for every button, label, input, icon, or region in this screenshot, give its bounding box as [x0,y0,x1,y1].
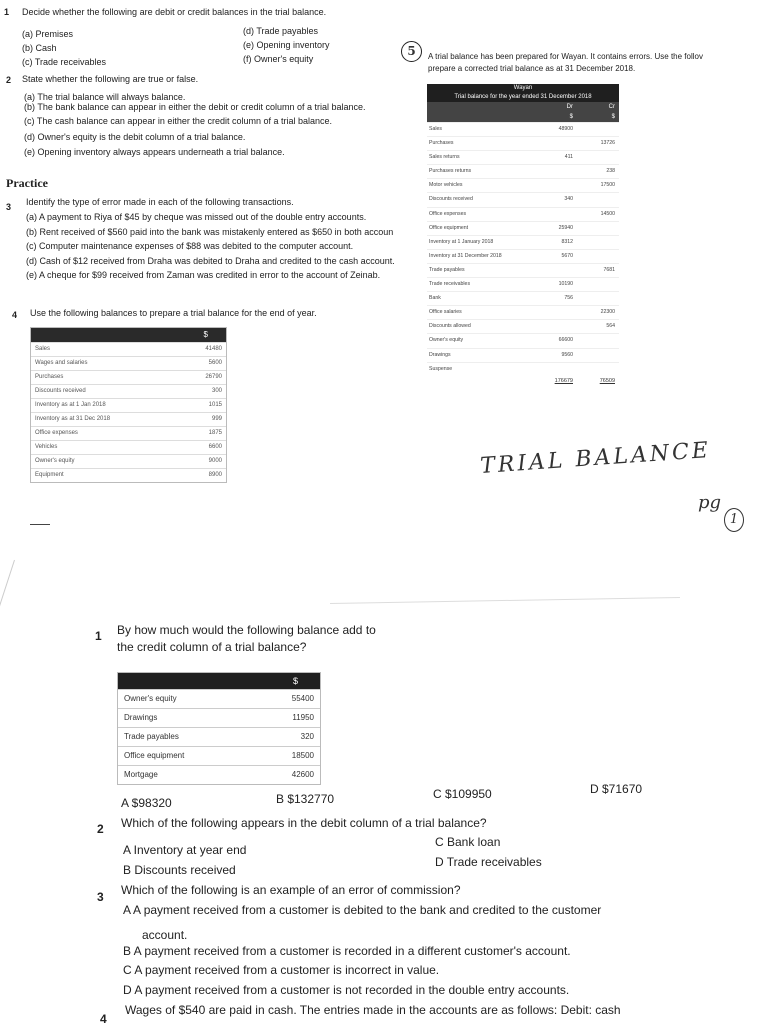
table-row [118,765,320,784]
section-heading: Practice [6,176,48,190]
table-row [427,291,619,305]
row-value: 1875 [208,430,222,436]
row-cr: 13726 [600,140,615,147]
row-label: Trade payables [429,266,465,273]
list-item: (d) Trade payables [243,26,319,36]
table-row [31,454,226,468]
page-edge-line [0,560,15,665]
question-text: Which of the following appears in the debit column of a trial balance? [121,816,487,830]
question-text: A trial balance has been prepared for Wayan. It contains errors. Use the follov [428,52,703,61]
question-text: Use the following balances to prepare a trial balance for the end of year. [30,308,317,318]
option-b: B Discounts received [123,863,236,877]
row-label: Trade payables [124,732,179,741]
question-number: 4 [12,310,18,320]
table-row [427,136,619,150]
option-c: C $109950 [433,787,492,801]
row-dr: 5670 [561,252,573,259]
row-label: Sales returns [429,154,460,161]
table-row [427,305,619,319]
row-cr [577,349,619,362]
row-value: 999 [211,416,222,422]
totals-row [427,376,619,386]
row-label: Office equipment [429,224,469,231]
row-cr: 17500 [600,182,615,189]
question-text: Which of the following is an example of an error of commission? [121,883,461,897]
list-item: (c) Computer maintenance expenses of $88 was debited to the computer account. [26,241,354,251]
row-dr: 66600 [558,337,573,344]
row-label: Owner's equity [124,694,177,703]
table-row [31,440,226,454]
question-number: 4 [100,1012,107,1026]
row-label: Drawings [124,713,158,722]
balances-table [30,327,227,483]
list-item: (d) Owner's equity is the debit column of a trial balance. [24,132,246,142]
row-label: Owner's equity [35,458,75,464]
cr-currency: $ [611,114,615,120]
list-item: (a) Premises [22,29,74,39]
row-label: Drawings [429,351,451,358]
option-d: D A payment received from a customer is not recorded in the double entry accounts. [123,983,570,997]
table-row [427,235,619,249]
question-text: prepare a corrected trial balance as at 31 December 2018. [428,64,636,73]
list-item: (e) Opening inventory always appears underneath a trial balance. [24,147,285,157]
cr-header: Cr [608,104,615,110]
row-label: Purchases [35,374,64,380]
row-label: Trade receivables [429,281,471,288]
row-label: Discounts received [35,388,86,394]
row-dr [535,208,577,221]
row-cr [577,151,619,164]
wayan-trial-balance [427,84,619,386]
table-row [118,689,320,708]
question-number: 1 [4,7,10,17]
question-text: Decide whether the following are debit or credit balances in the trial balance. [22,7,327,17]
list-item: (b) Cash [22,43,57,53]
table-row [427,207,619,221]
question-number: 2 [6,75,12,85]
table-row [427,319,619,333]
row-cr [577,278,619,291]
pencil-mark [30,524,50,525]
option-a-continued: account. [142,928,188,942]
row-value: 6600 [208,444,222,450]
row-label: Mortgage [124,770,158,779]
handwritten-page-label: pg [698,492,722,513]
row-cr: 7681 [603,266,615,273]
total-dr: 176679 [554,377,573,384]
option-c: C Bank loan [435,835,501,849]
table-name: Wayan [427,84,619,93]
dr-header: Dr [566,104,573,110]
row-label: Inventory as at 1 Jan 2018 [35,402,106,408]
list-item: (c) The cash balance can appear in either the credit column of a trial balance. [24,116,333,126]
table-row [118,708,320,727]
page-edge-line [330,597,680,604]
row-value: 26790 [205,374,222,380]
circled-question-number: 5 [401,41,422,62]
row-value: 18500 [291,751,314,760]
question-text: State whether the following are true or false. [22,74,199,84]
question-text: By how much would the following balance add to [117,623,376,637]
table-row [427,221,619,235]
table-header: $ [118,673,320,689]
row-dr [535,264,577,277]
balance-table [117,672,321,785]
table-row [31,412,226,426]
question-number: 2 [97,822,104,836]
row-cr [577,193,619,206]
row-value: 55400 [291,694,314,703]
row-label: Owner's equity [429,337,464,344]
row-cr: 564 [606,323,615,330]
table-row [427,192,619,206]
list-item: (e) Opening inventory [243,40,330,50]
list-item: (c) Trade receivables [22,57,107,67]
row-label: Vehicles [35,444,58,450]
row-value: 1015 [208,402,222,408]
table-row [427,277,619,291]
option-b: B $132770 [276,792,335,806]
row-dr: 8312 [561,238,573,245]
row-value: 300 [211,388,222,394]
row-dr [535,363,577,376]
row-dr: 48900 [558,126,573,132]
table-row [427,178,619,192]
table-row [118,727,320,746]
option-d: D $71670 [590,782,643,796]
row-label: Office expenses [35,430,78,436]
table-row [427,122,619,136]
row-value: 41480 [205,346,222,352]
question-number: 1 [95,629,102,643]
row-dr: 340 [564,196,573,203]
list-item: (a) A payment to Riya of $45 by cheque was missed out of the double entry accounts. [26,212,367,222]
row-label: Purchases [429,140,454,147]
row-value: 8900 [208,472,222,478]
dr-currency: $ [569,114,573,120]
row-value: 11950 [292,713,314,722]
row-dr [535,306,577,319]
row-value: 42600 [291,770,314,779]
row-label: Sales [35,346,51,352]
table-row [31,398,226,412]
table-row [31,384,226,398]
handwritten-title: TRIAL BALANCE [479,437,712,480]
option-c: C A payment received from a customer is incorrect in value. [123,963,440,977]
table-row [427,249,619,263]
table-row [427,263,619,277]
total-cr: 76509 [599,377,615,384]
row-cr [577,363,619,376]
row-dr [535,320,577,333]
row-label: Motor vehicles [429,182,463,189]
question-number: 3 [97,890,104,904]
row-label: Wages and salaries [35,360,88,366]
question-text: Wages of $540 are paid in cash. The entries made in the accounts are as follows: Debit: cash [125,1003,621,1017]
row-dr: 10190 [558,281,573,288]
table-row [118,746,320,765]
row-label: Inventory at 31 December 2018 [429,252,502,259]
row-cr [577,250,619,263]
list-item: (d) Cash of $12 received from Draha was debited to Draha and credited to the cash account. [26,256,395,266]
row-label: Office equipment [124,751,185,760]
row-dr [535,179,577,192]
question-number: 3 [6,202,12,212]
list-item: (e) A cheque for $99 received from Zaman was credited in error to the account of Zeinab. [26,270,381,280]
row-cr: 22300 [600,309,615,316]
row-label: Inventory as at 31 Dec 2018 [35,416,111,422]
row-label: Office expenses [429,210,467,217]
row-label: Bank [429,295,441,302]
row-label: Inventory at 1 January 2018 [429,238,494,245]
row-label: Discounts received [429,196,473,203]
table-row [427,348,619,362]
row-cr: 238 [606,168,615,175]
table-row [31,356,226,370]
row-label: Office salaries [429,309,462,316]
option-a: A A payment received from a customer is debited to the bank and credited to the customer [123,903,602,917]
row-value: 9000 [208,458,222,464]
row-dr: 756 [564,295,573,302]
row-dr [535,165,577,178]
handwritten-page-number: 1 [724,508,744,532]
list-item: (f) Owner's equity [243,54,314,64]
row-value: 320 [300,732,314,741]
row-cr [577,334,619,347]
row-cr [577,222,619,235]
table-row [427,362,619,376]
table-header: $ [31,328,226,342]
list-item: (b) The bank balance can appear in either the debit or credit column of a trial balance. [24,102,366,112]
row-label: Sales [429,126,442,132]
option-a: A $98320 [121,796,172,810]
list-item: (b) Rent received of $560 paid into the bank was mistakenly entered as $650 in both accoun [26,227,394,237]
row-label: Purchases returns [429,168,472,175]
table-row [427,164,619,178]
table-title: Trial balance for the year ended 31 December 2018 [427,93,619,102]
option-d: D Trade receivables [435,855,542,869]
row-label: Suspense [429,365,453,372]
row-dr: 9560 [561,351,573,358]
table-row [31,426,226,440]
row-cr [577,236,619,249]
question-text: the credit column of a trial balance? [117,640,307,654]
table-row [427,150,619,164]
row-cr: 14500 [600,210,615,217]
row-cr [577,292,619,305]
list-item: (a) The trial balance will always balance. [24,92,186,102]
option-b: B A payment received from a customer is recorded in a different customer's account. [123,944,571,958]
row-label: Discounts allowed [429,323,471,330]
table-row [31,370,226,384]
table-row [427,333,619,347]
row-value: 5600 [208,360,222,366]
table-header [427,102,619,112]
option-a: A Inventory at year end [123,843,247,857]
question-text: Identify the type of error made in each of the following transactions. [26,197,294,207]
row-dr: 411 [564,154,573,161]
row-label: Equipment [35,472,64,478]
row-cr [577,123,619,136]
row-dr [535,137,577,150]
table-row [31,468,226,482]
row-dr: 25940 [558,224,573,231]
table-row [31,342,226,356]
table-header [427,112,619,122]
